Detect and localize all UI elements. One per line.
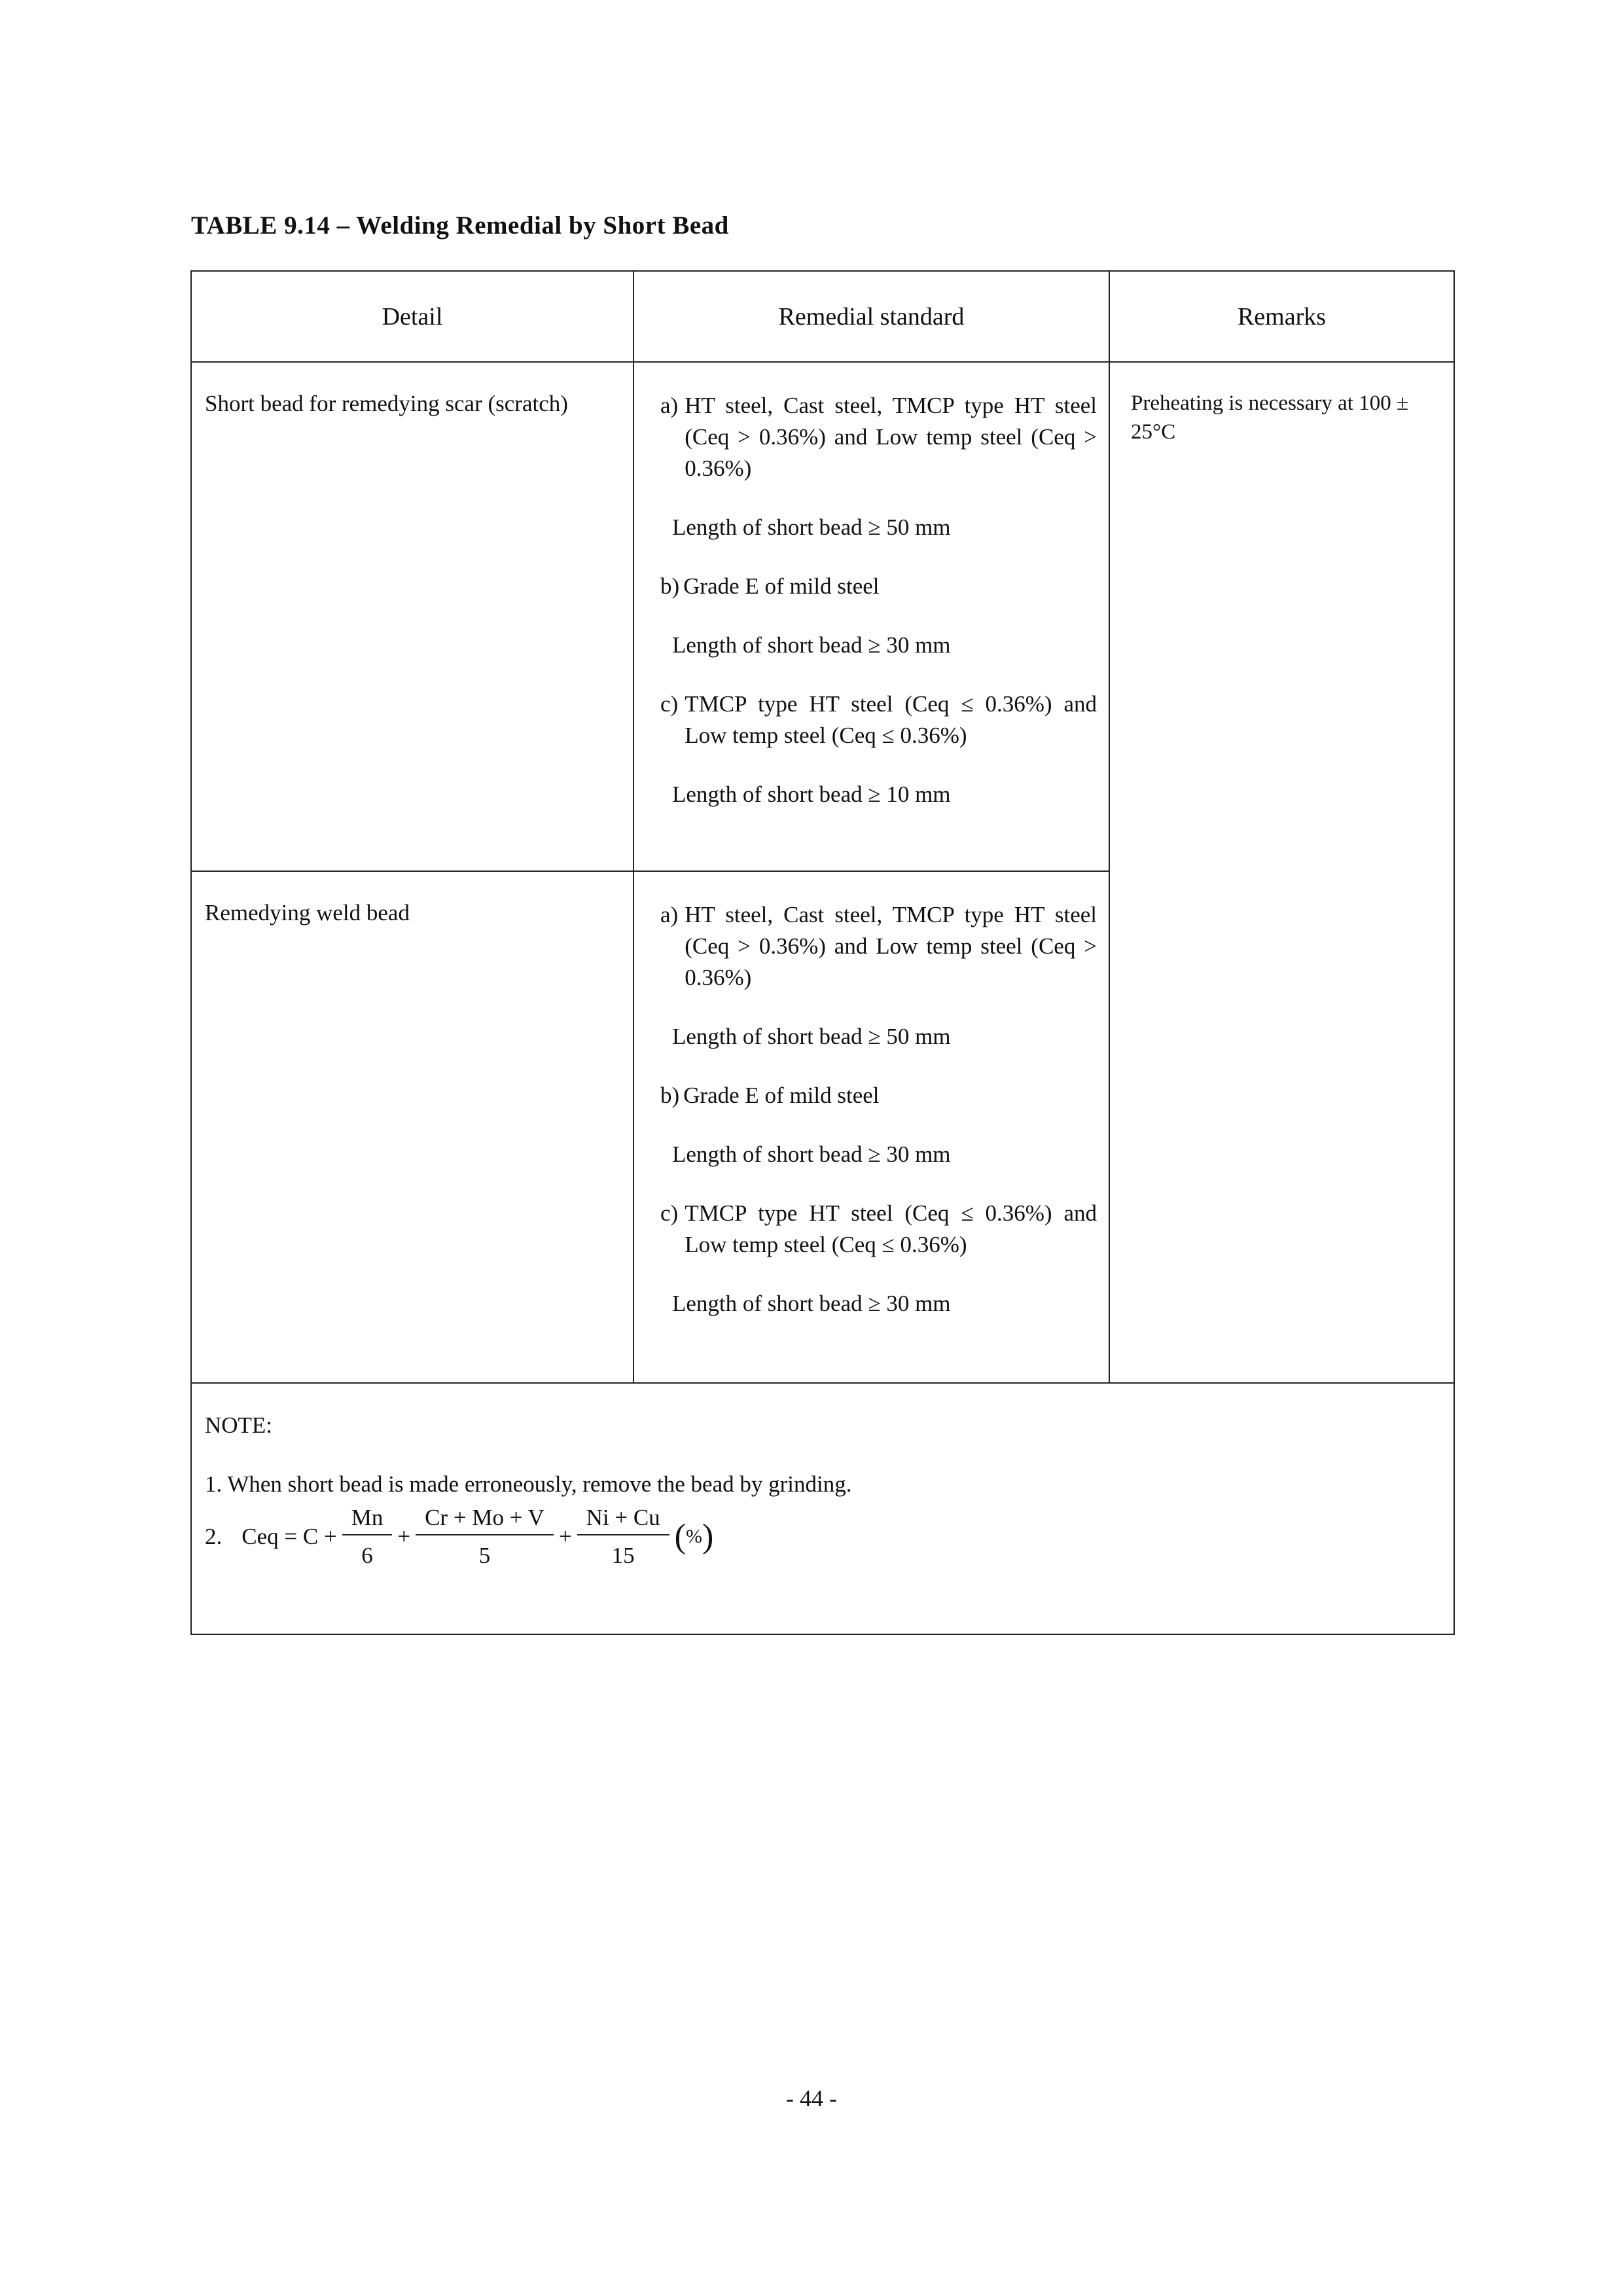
table-row	[191, 362, 1454, 871]
item-label: b)	[660, 573, 680, 599]
item-text: Grade E of mild steel	[683, 1083, 880, 1108]
remedial-standard-cell	[633, 362, 1109, 871]
item-text: Grade E of mild steel	[683, 573, 880, 599]
plus-sign: +	[558, 1524, 572, 1549]
table-title: TABLE 9.14 – Welding Remedial by Short Bead	[191, 211, 729, 240]
standard-item	[660, 390, 1097, 484]
note-row	[191, 1383, 1454, 1634]
header-remedial-standard: Remedial standard	[633, 271, 1109, 362]
short-bead-length: Length of short bead ≥ 30 mm	[672, 632, 951, 658]
item-label: b)	[660, 1083, 680, 1108]
table-header-row	[191, 271, 1454, 362]
note-line-1: 1. When short bead is made erroneously, remove the bead by grinding.	[205, 1471, 852, 1497]
welding-remedial-table	[190, 270, 1455, 1635]
plus-sign: +	[397, 1524, 411, 1549]
standard-item	[660, 571, 1097, 602]
detail-cell: Short bead for remedying scar (scratch)	[191, 362, 633, 871]
item-text: TMCP type HT steel (Ceq ≤ 0.36%) and Low temp steel (Ceq ≤ 0.36%)	[685, 1200, 1097, 1257]
standard-item	[660, 1080, 1097, 1111]
fraction-numerator: Cr + Mo + V	[425, 1505, 544, 1530]
item-label: c)	[660, 1200, 679, 1226]
standard-item	[660, 899, 1097, 994]
fraction-denominator: 15	[611, 1543, 635, 1568]
fraction-mn	[342, 1504, 393, 1570]
fraction-denominator: 6	[361, 1543, 373, 1568]
item-label: a)	[660, 902, 679, 927]
item-text: HT steel, Cast steel, TMCP type HT steel (Ceq > 0.36%) and Low temp steel (Ceq > 0.36%)	[685, 902, 1097, 990]
fraction-denominator: 5	[478, 1543, 491, 1568]
note-title: NOTE:	[205, 1412, 273, 1438]
close-paren: )	[702, 1518, 714, 1555]
short-bead-length: Length of short bead ≥ 30 mm	[672, 1141, 951, 1167]
header-detail: Detail	[191, 271, 633, 362]
item-label: c)	[660, 691, 679, 717]
header-remarks: Remarks	[1109, 271, 1454, 362]
item-label: a)	[660, 393, 679, 418]
detail-cell: Remedying weld bead	[191, 871, 633, 1383]
open-paren: (	[674, 1518, 686, 1555]
percent-unit: %	[686, 1526, 702, 1547]
fraction-numerator: Ni + Cu	[586, 1505, 660, 1530]
ceq-formula	[205, 1504, 1454, 1570]
short-bead-length: Length of short bead ≥ 30 mm	[672, 1291, 951, 1316]
item-text: TMCP type HT steel (Ceq ≤ 0.36%) and Low temp steel (Ceq ≤ 0.36%)	[685, 691, 1097, 748]
formula-lhs: Ceq = C +	[241, 1524, 337, 1549]
note-cell	[191, 1383, 1454, 1634]
item-text: HT steel, Cast steel, TMCP type HT steel (Ceq > 0.36%) and Low temp steel (Ceq > 0.36%)	[685, 393, 1097, 481]
remedial-standard-cell	[633, 871, 1109, 1383]
fraction-cr-mo-v	[416, 1504, 554, 1570]
fraction-ni-cu	[577, 1504, 669, 1570]
standard-item	[660, 689, 1097, 751]
formula-number: 2.	[205, 1524, 223, 1549]
short-bead-length: Length of short bead ≥ 10 mm	[672, 781, 951, 807]
short-bead-length: Length of short bead ≥ 50 mm	[672, 1024, 951, 1049]
remarks-cell: Preheating is necessary at 100 ± 25°C	[1109, 362, 1454, 1383]
page-number: - 44 -	[786, 2085, 837, 2111]
short-bead-length: Length of short bead ≥ 50 mm	[672, 514, 951, 540]
standard-item	[660, 1198, 1097, 1261]
fraction-numerator: Mn	[351, 1505, 383, 1530]
